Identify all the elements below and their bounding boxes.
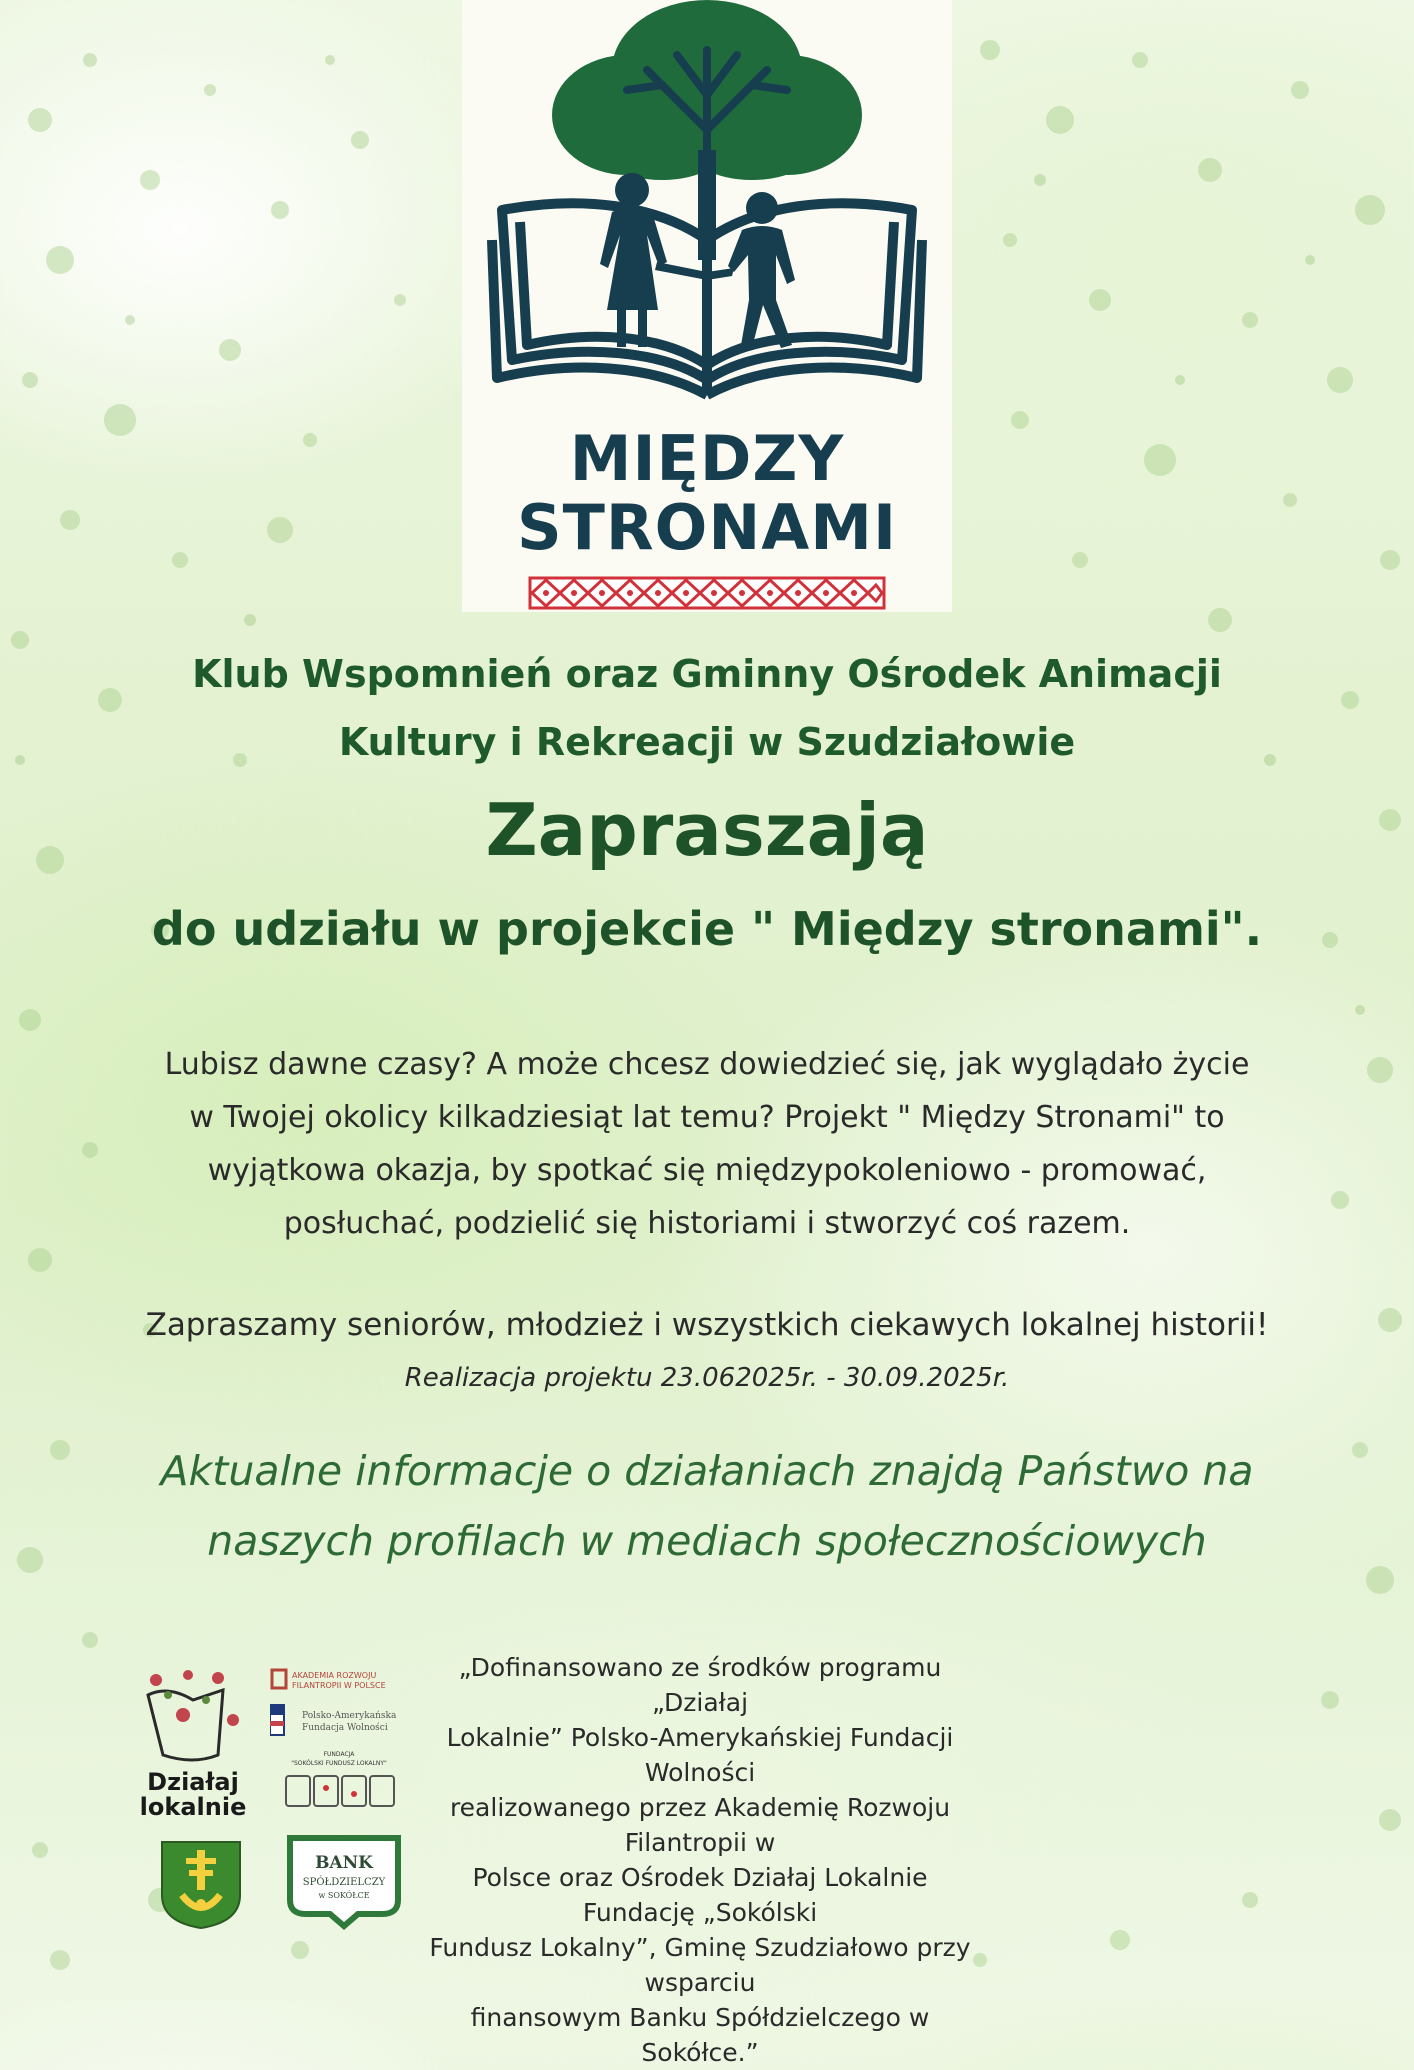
- funding-line: finansowym Banku Spółdzielczego w Sokółce.”: [470, 2003, 930, 2067]
- organizers-line2: Kultury i Rekreacji w Szudziałowie: [338, 720, 1076, 764]
- organizers: [0, 640, 1414, 776]
- sfl-logo: [278, 1748, 400, 1816]
- social-line2: naszych profilach w mediach społecznościowych: [207, 1517, 1207, 1565]
- sfl-line2: "SOKÓLSKI FUNDUSZ LOKALNY": [291, 1760, 387, 1767]
- dzialaj-lokalnie-logo: [138, 1660, 248, 1820]
- funding-line: „Dofinansowano ze środków programu „Działaj: [458, 1653, 942, 1717]
- akademia-line1: AKADEMIA ROZWOJU: [292, 1671, 377, 1680]
- bank-line3: w SOKÓŁCE: [318, 1891, 370, 1900]
- invite-subheading: do udziału w projekcie " Między stronami".: [151, 902, 1263, 956]
- invite-heading: Zapraszają: [485, 788, 929, 872]
- funding-line: realizowanego przez Akademię Rozwoju Filantropii w: [449, 1793, 951, 1857]
- funding-line: Lokalnie” Polsko-Amerykańskiej Fundacji Wolności: [446, 1723, 954, 1787]
- organizers-line1: Klub Wspomnień oraz Gminny Ośrodek Animacji: [192, 652, 1222, 696]
- welcome-text: Zapraszamy seniorów, młodzież i wszystkich ciekawych lokalnej historii!: [145, 1307, 1269, 1343]
- dzialaj-line2: lokalnie: [139, 1793, 247, 1820]
- akademia-pafw-logos: [270, 1668, 430, 1738]
- bank-line2: SPÓŁDZIELCZY: [302, 1877, 386, 1888]
- bank-sokolka-logo: [282, 1830, 406, 1930]
- project-dates: Realizacja projektu 23.062025r. - 30.09.2025r.: [404, 1363, 1010, 1393]
- social-media-info: [0, 1436, 1414, 1576]
- sfl-line1: FUNDACJA: [323, 1751, 355, 1758]
- description-line: w Twojej okolicy kilkadziesiąt lat temu? Projekt " Między Stronami" to: [189, 1100, 1225, 1135]
- funding-line: Polsce oraz Ośrodek Działaj Lokalnie Fundację „Sokólski: [472, 1863, 928, 1927]
- bank-line1: BANK: [315, 1853, 373, 1873]
- funding-statement: [420, 1650, 980, 2070]
- pafw-line1: Polsko-Amerykańska: [302, 1711, 397, 1721]
- logo-title-line1: MIĘDZY: [569, 422, 845, 495]
- akademia-line2: FILANTROPII W POLSCE: [292, 1681, 386, 1690]
- pafw-line2: Fundacja Wolności: [302, 1723, 388, 1733]
- social-line1: Aktualne informacje o działaniach znajdą Państwo na: [160, 1447, 1254, 1495]
- description-line: Lubisz dawne czasy? A może chcesz dowiedzieć się, jak wyglądało życie: [164, 1047, 1250, 1082]
- description-line: posłuchać, podzielić się historiami i stworzyć coś razem.: [283, 1206, 1131, 1241]
- dzialaj-line1: Działaj: [147, 1768, 239, 1796]
- project-description: [0, 1038, 1414, 1250]
- description-line: wyjątkowa okazja, by spotkać się międzypokoleniowo - promować,: [207, 1153, 1207, 1188]
- funding-line: Fundusz Lokalny”, Gminę Szudziałowo przy wsparciu: [429, 1933, 971, 1997]
- logo-title-line2: STRONAMI: [516, 491, 898, 564]
- gmina-coat-of-arms-icon: [160, 1840, 242, 1930]
